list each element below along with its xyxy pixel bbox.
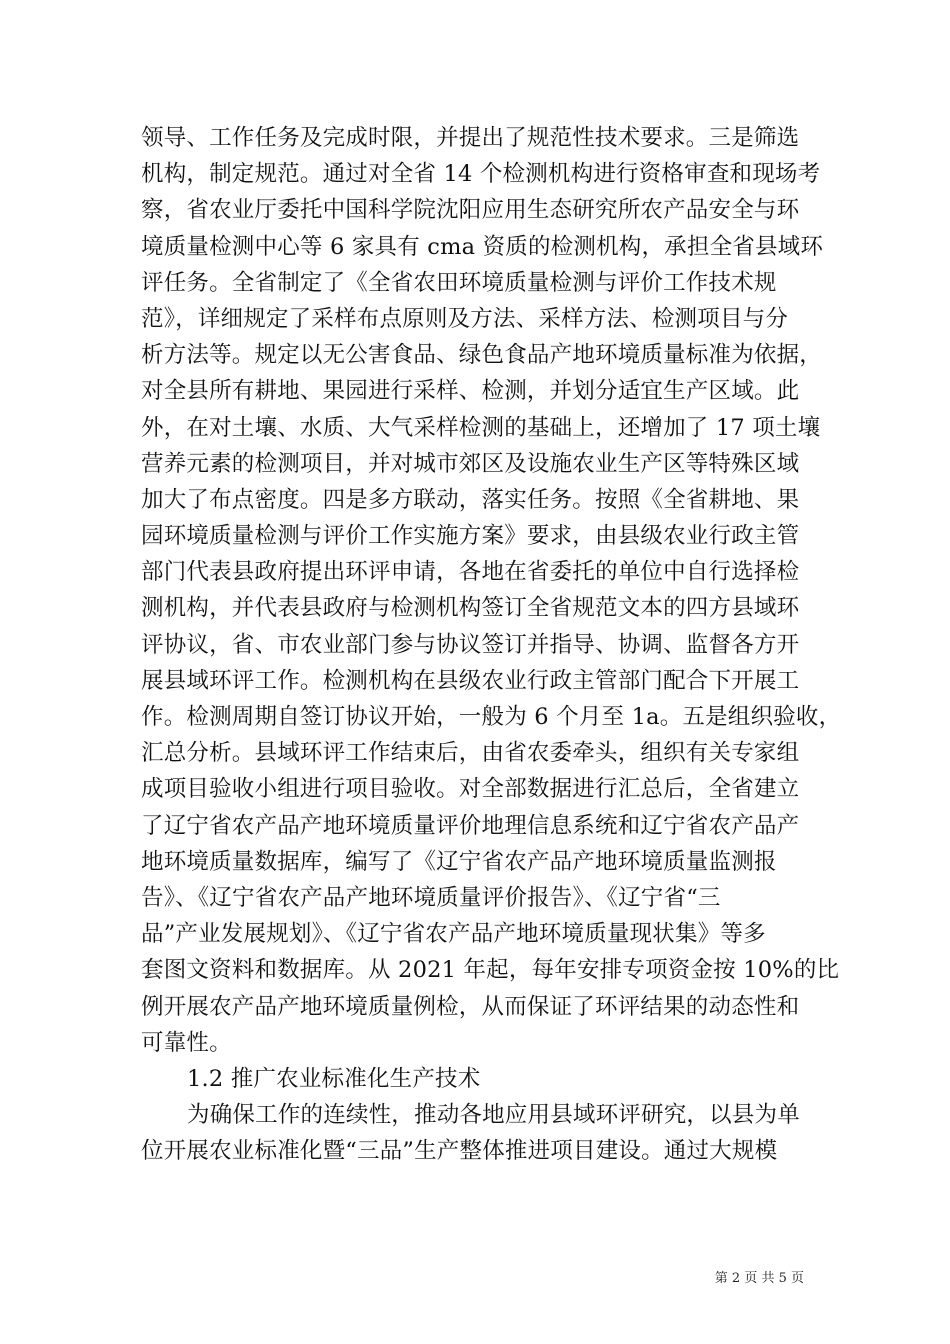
text-line: 告》、《辽宁省农产品产地环境质量评价报告》、《辽宁省“三 bbox=[141, 884, 721, 911]
text-line: 机构，制定规范。通过对全省 14 个检测机构进行资格审查和现场考 bbox=[141, 161, 821, 188]
text-line: 作。检测周期自签订协议开始，一般为 6 个月至 1a。五是组织验收， bbox=[141, 704, 842, 730]
text-line: 例开展农产品产地环境质量例检，从而保证了环评结果的动态性和 bbox=[141, 993, 800, 1020]
text-line: 展县域环评工作。检测机构在县级农业行政主管部门配合下开展工 bbox=[141, 667, 800, 694]
text-line: 测机构，并代表县政府与检测机构签订全省规范文本的四方县域环 bbox=[141, 595, 800, 622]
text-line: 成项目验收小组进行项目验收。对全部数据进行汇总后，全省建立 bbox=[141, 776, 800, 803]
text-line: 对全县所有耕地、果园进行采样、检测，并划分适宜生产区域。此 bbox=[141, 378, 800, 405]
text-line: 评任务。全省制定了《全省农田环境质量检测与评价工作技术规 bbox=[141, 269, 777, 296]
paragraph-2 bbox=[141, 1097, 821, 1169]
text-line: 析方法等。规定以无公害食品、绿色食品产地环境质量标准为依据， bbox=[141, 342, 823, 369]
text-line: 套图文资料和数据库。从 2021 年起，每年安排专项资金按 10%的比 bbox=[141, 957, 840, 984]
text-line: 加大了布点密度。四是多方联动，落实任务。按照《全省耕地、果 bbox=[141, 486, 800, 513]
text-line: 部门代表县政府提出环评申请，各地在省委托的单位中自行选择检 bbox=[141, 559, 800, 586]
text-line: 为确保工作的连续性，推动各地应用县域环评研究，以县为单 bbox=[187, 1102, 800, 1129]
text-line: 领导、工作任务及完成时限，并提出了规范性技术要求。三是筛选 bbox=[141, 125, 800, 151]
text-line: 可靠性。 bbox=[141, 1029, 232, 1056]
section-heading: 1.2 推广农业标准化生产技术 bbox=[187, 1065, 481, 1092]
text-line: 察，省农业厅委托中国科学院沈阳应用生态研究所农产品安全与环 bbox=[141, 197, 800, 224]
page-number-footer: 第 2 页 共 5 页 bbox=[714, 1271, 804, 1286]
text-line: 营养元素的检测项目，并对城市郊区及设施农业生产区等特殊区域 bbox=[141, 450, 800, 477]
body-paragraph bbox=[141, 120, 842, 1061]
text-line: 了辽宁省农产品产地环境质量评价地理信息系统和辽宁省农产品产 bbox=[141, 812, 800, 839]
text-line: 品”产业发展规划》、《辽宁省农产品产地环境质量现状集》等多 bbox=[141, 921, 766, 948]
text-line: 汇总分析。县域环评工作结束后，由省农委牵头，组织有关专家组 bbox=[141, 740, 800, 767]
document-body bbox=[141, 120, 842, 1169]
text-line: 地环境质量数据库，编写了《辽宁省农产品产地环境质量监测报 bbox=[141, 848, 777, 875]
text-line: 评协议，省、市农业部门参与协议签订并指导、协调、监督各方开 bbox=[141, 631, 800, 658]
text-line: 位开展农业标准化暨“三品”生产整体推进项目建设。通过大规模 bbox=[141, 1138, 778, 1165]
text-line: 园环境质量检测与评价工作实施方案》要求，由县级农业行政主管 bbox=[141, 523, 800, 550]
text-line: 境质量检测中心等 6 家具有 cma 资质的检测机构，承担全省县域环 bbox=[141, 233, 824, 260]
text-line: 外，在对土壤、水质、大气采样检测的基础上，还增加了 17 项土壤 bbox=[141, 414, 821, 441]
text-line: 范》，详细规定了采样布点原则及方法、采样方法、检测项目与分 bbox=[141, 305, 789, 332]
